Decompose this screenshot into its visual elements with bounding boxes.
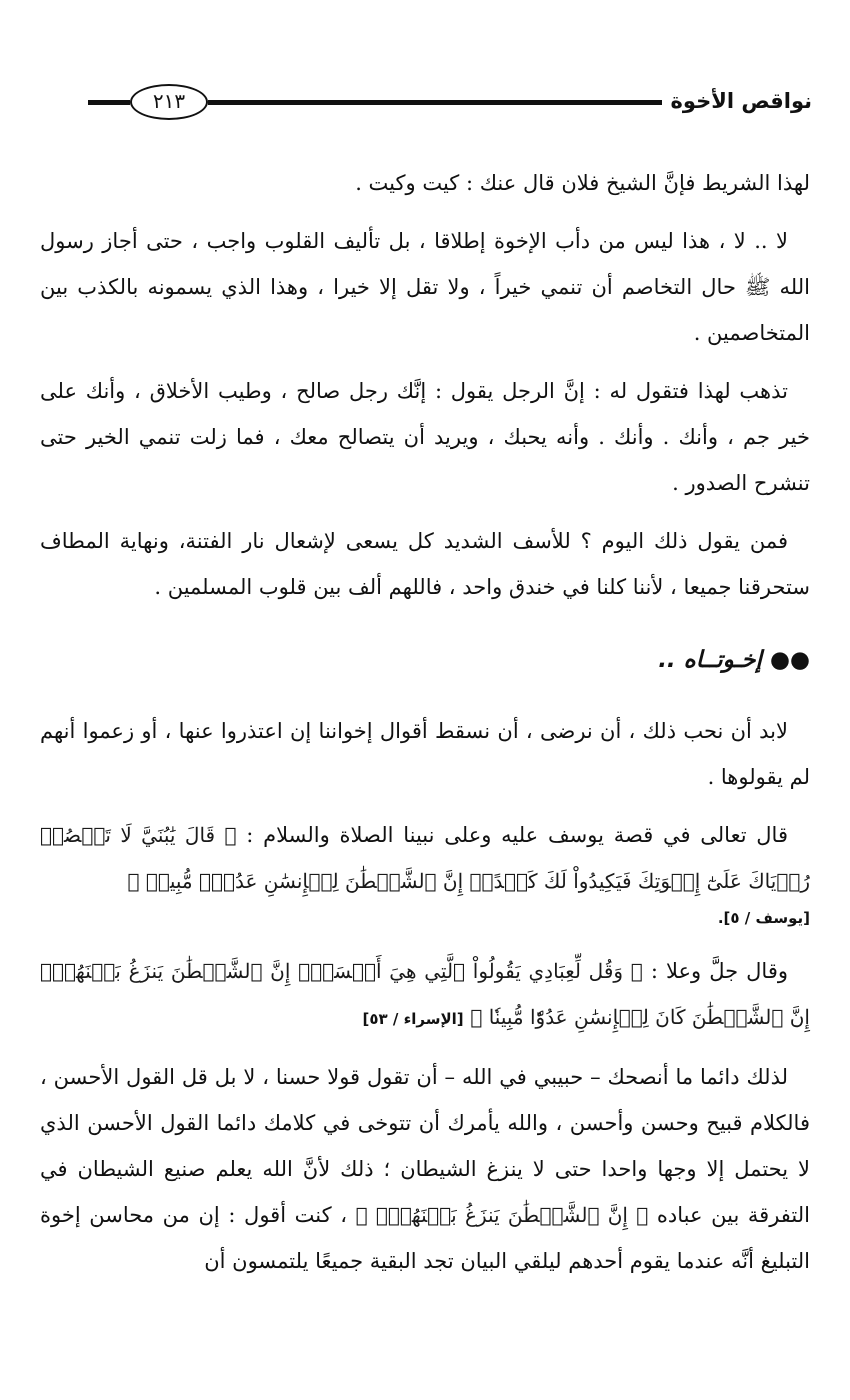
bullet-icon: ●● [769,647,810,673]
section-title: إخـوتــاه .. [658,647,762,673]
quote-intro: وقال جلَّ وعلا : [650,959,788,983]
page-body [40,160,810,1296]
paragraph-text: ، كنت أقول : إن من محاسن إخوة التبليغ أنَّه عندما يقوم أحدهم ليلقي البيان تجد البقية جميعًا يلتمسون أن [40,1203,810,1273]
paragraph: فمن يقول ذلك اليوم ؟ للأسف الشديد كل يسعى لإشعال نار الفتنة، ونهاية المطاف ستحرقنا جميعا ، لأننا كلنا في خندق واحد ، فاللهم ألف بين قلوب المسلمين . [40,529,810,599]
quran-verse: ﴿ قَالَ يَٰبُنَيَّ لَا تَقۡصُصۡ رُءۡيَاكَ عَلَىٰٓ إِخۡوَتِكَ فَيَكِيدُواْ لَكَ كَيۡدًاۖ إِنَّ ٱلشَّيۡطَٰنَ لِلۡإِنسَٰنِ عَدُوّٞ مُّبِينٞ ﴾ [40,823,810,893]
paragraph [40,1054,810,1284]
quran-verse: ﴿ وَقُل لِّعِبَادِي يَقُولُواْ ٱلَّتِي هِيَ أَحۡسَنُۚ إِنَّ ٱلشَّيۡطَٰنَ يَنزَغُ بَيۡنَهُمۡۚ إِنَّ ٱلشَّيۡطَٰنَ كَانَ لِلۡإِنسَٰنِ عَدُوّٗا مُّبِينٗا ﴾ [40,959,810,1029]
paragraph-text: لذلك دائما ما أنصحك – حبيبي في الله – أن تقول قولا حسنا ، لا بل قل القول الأحسن ، فالكلام قبيح وحسن وأحسن ، والله يأمرك أن تتوخى في كلامك دائما القول الأحسن الذي لا يحتمل إلا وجها واحدا حتى لا ينزغ الشيطان ؛ ذلك لأنَّ الله يعلم صنيع الشيطان في التفرقة بين عباده [40,1065,810,1227]
quran-verse: ﴿ إِنَّ ٱلشَّيۡطَٰنَ يَنزَغُ بَيۡنَهُمۡۚ ﴾ [355,1203,649,1227]
verse-reference: [الإسراء / ٥٣] [362,1010,464,1028]
page-number: ٢١٣ [130,84,208,120]
section-heading [40,640,810,680]
header-rule-left [88,100,130,105]
paragraph: لا .. لا ، هذا ليس من دأب الإخوة إطلاقا ، بل تأليف القلوب واجب ، حتى أجاز رسول الله ﷺ حال التخاصم أن تنمي خيراً ، ولا تقل إلا خيرا ، وهذا الذي يسمونه بالكذب بين المتخاصمين . [40,229,810,345]
paragraph: لابد أن نحب ذلك ، أن نرضى ، أن نسقط أقوال إخواننا إن اعتذروا عنها ، أو زعموا أنهم لم يقولوها . [40,719,810,789]
paragraph-quran-yusuf [40,812,810,904]
paragraph-quran-isra [40,948,810,1042]
running-title: نواقص الأخوة [670,89,812,113]
verse-reference: [يوسف / ٥]. [717,909,810,927]
quote-intro: قال تعالى في قصة يوسف عليه وعلى نبينا الصلاة والسلام : [246,823,788,847]
paragraph: لهذا الشريط فإنَّ الشيخ فلان قال عنك : كيت وكيت . [355,171,810,195]
page-header [88,84,812,124]
paragraph: تذهب لهذا فتقول له : إنَّ الرجل يقول : إنَّك رجل صالح ، وطيب الأخلاق ، وأنك على خير جم ، وأنك . وأنك . وأنه يحبك ، ويريد أن يتصالح معك ، فما زلت تنمي الخير حتى تنشرح الصدور . [40,379,810,495]
header-rule [208,100,662,105]
